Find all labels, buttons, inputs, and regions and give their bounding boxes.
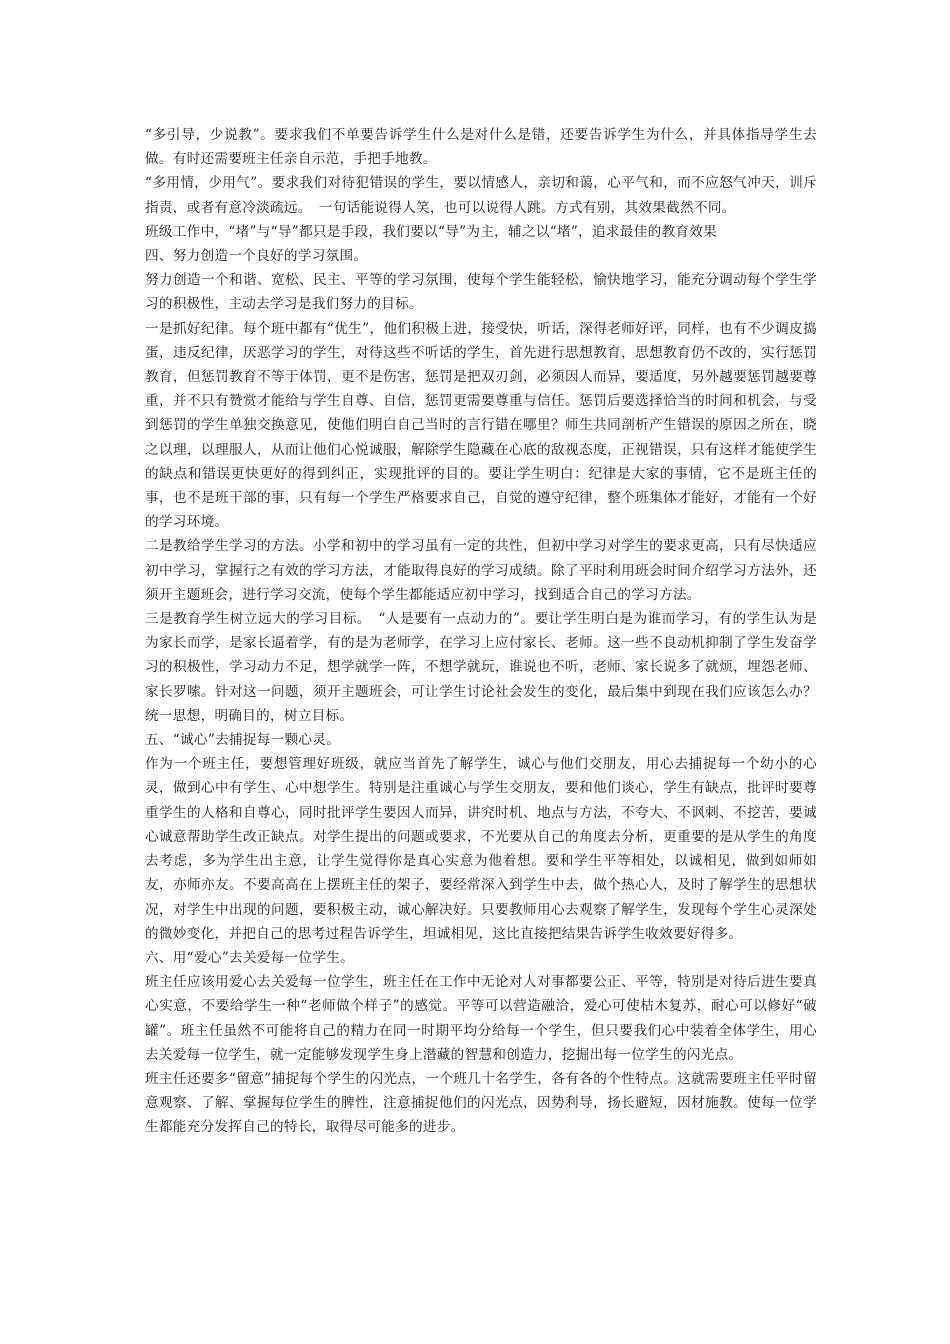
section-heading-six: 六、用“爱心”去关爱每一位学生。 [145,949,355,966]
paragraph-block-and-guide: 班级工作中，“堵”与“导”都只是手段，我们要以“导”为主，辅之以“堵”，追求最佳的教育效果 [145,223,718,240]
section-heading-five: 五、“诚心”去捕捉每一颗心灵。 [145,732,341,749]
paragraph-atmosphere: 努力创造一个和谐、宽松、民主、平等的学习氛围，使每个学生能轻松，愉快地学习，能充分调动每个学生学习的积极性，主动去学习是我们努力的目标。 [145,272,817,313]
paragraph-emotion: “多用情，少用气”。要求我们对待犯错误的学生，要以情感人，亲切和蔼，心平气和，而不应怒气冲天，训斥指责，或者有意冷淡疏远。 一句话能说得人笑，也可以说得人跳。方式有别，其效果截然不同。 [145,175,817,216]
document-page [145,123,817,1140]
paragraph-attention: 班主任还要多“留意”捕捉每个学生的闪光点，一个班几十名学生，各有各的个性特点。这就需要班主任平时留意观察、了解、掌握每位学生的脾性，注意捕捉他们的闪光点，因势利导，扬长避短，因材施教。使每一位学生都能充分发挥自己的特长，取得尽可能多的进步。 [145,1070,817,1136]
section-heading-four: 四、努力创造一个良好的学习氛围。 [145,248,368,265]
paragraph-sincerity: 作为一个班主任，要想管理好班级，就应当首先了解学生，诚心与他们交朋友，用心去捕捉每一个幼小的心灵，做到心中有学生、心中想学生。特别是注重诚心与学生交朋友，要和他们谈心，学生有缺点，批评时要尊重学生的人格和自尊心，同时批评学生要因人而异，讲究时机、地点与方法，不夸大、不讽刺、不挖苦，要诚心诚意帮助学生改正缺点。对学生提出的问题或要求，不光要从自己的角度去分析，更重要的是从学生的角度去考虑，多为学生出主意，让学生觉得你是真心实意为他着想。要和学生平等相处，以诚相见，做到如师如友，亦师亦友。不要高高在上摆班主任的架子，要经常深入到学生中去，做个热心人，及时了解学生的思想状况，对学生中出现的问题，要积极主动，诚心解决好。只要教师用心去观察了解学生，发现每个学生心灵深处的微妙变化，并把自己的思考过程告诉学生，坦诚相见，这比直接把结果告诉学生收效要好得多。 [145,756,817,942]
paragraph-study-goals: 三是教育学生树立远大的学习目标。 “人是要有一点动力的”。要让学生明白是为谁而学习，有的学生认为是为家长而学，是家长逼着学，有的是为老师学，在学习上应付家长、老师。这一些不良动机抑制了学生发奋学习的积极性，学习动力不足，想学就学一阵，不想学就玩，谁说也不听，老师、家长说多了就烦，埋怨老师、家长罗嗦。针对这一问题，须开主题班会，可让学生讨论社会发生的变化，最后集中到现在我们应该怎么办？统一思想，明确目的，树立目标。 [145,611,817,724]
paragraph-love: 班主任应该用爱心去关爱每一位学生，班主任在工作中无论对人对事都要公正、平等，特别是对待后进生要真心实意，不要给学生一种“老师做个样子”的感觉。平等可以营造融洽，爱心可使枯木复苏，耐心可以修好“破罐”。班主任虽然不可能将自己的精力在同一时期平均分给每一个学生，但只要我们心中装着全体学生，用心去关爱每一位学生，就一定能够发现学生身上潜藏的智慧和创造力，挖掘出每一位学生的闪光点。 [145,974,817,1063]
paragraph-discipline: 一是抓好纪律。每个班中都有“优生”，他们积极上进，接受快，听话，深得老师好评，同样，也有不少调皮捣蛋，违反纪律，厌恶学习的学生，对待这些不听话的学生，首先进行思想教育，思想教育仍不改的，实行惩罚教育，但惩罚教育不等于体罚，更不是伤害，惩罚是把双刃剑，必须因人而异，要适度，另外越要惩罚越要尊重，并不只有赞赏才能给与学生自尊、自信，惩罚更需要尊重与信任。惩罚后要选择恰当的时间和机会，与受到惩罚的学生单独交换意见，使他们明白自己当时的言行错在哪里？师生共同剖析产生错误的原因之所在，晓之以理，以理服人，从而让他们心悦诚服，解除学生隐藏在心底的敌视态度，正视错误，只有这样才能使学生的缺点和错误更快更好的得到纠正，实现批评的目的。要让学生明白：纪律是大家的事情，它不是班主任的事，也不是班干部的事，只有每一个学生严格要求自己，自觉的遵守纪律，整个班集体才能好，才能有一个好的学习环境。 [145,320,817,531]
paragraph-guidance: “多引导，少说教”。要求我们不单要告诉学生什么是对什么是错，还要告诉学生为什么，并具体指导学生去做。有时还需要班主任亲自示范，手把手地教。 [145,127,817,168]
paragraph-study-methods: 二是教给学生学习的方法。小学和初中的学习虽有一定的共性，但初中学习对学生的要求更高，只有尽快适应初中学习，掌握行之有效的学习方法，才能取得良好的学习成绩。除了平时利用班会时间介绍学习方法外，还须开主题班会，进行学习交流，使每个学生都能适应初中学习，找到适合自己的学习方法。 [145,538,817,603]
